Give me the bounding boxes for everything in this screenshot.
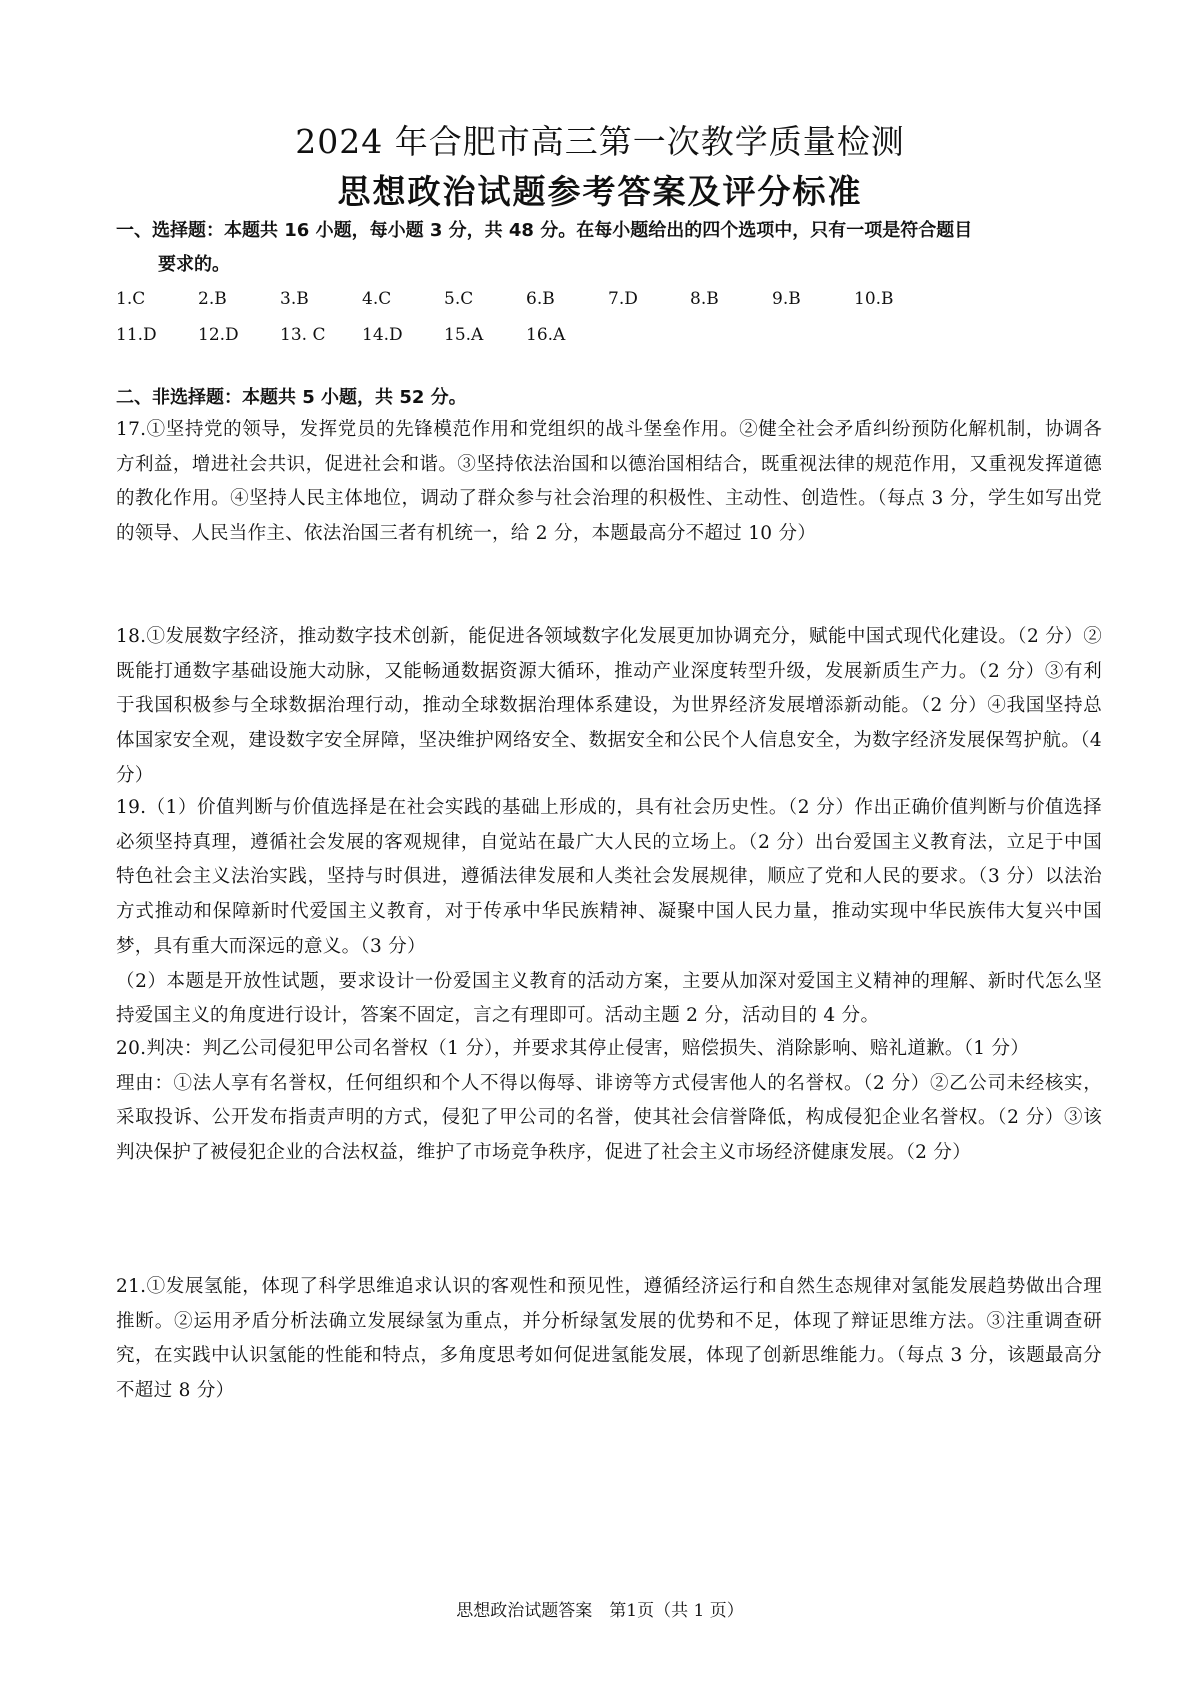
answer-item: 12.D [198, 325, 239, 345]
question-20-reason: 理由：①法人享有名誉权，任何组织和个人不得以侮辱、诽谤等方式侵害他人的名誉权。（2 分）②乙公司未经核实，采取投诉、公开发布指责声明的方式，侵犯了甲公司的名誉，使其社会信誉降低，构成侵犯企业名誉权。（2 分）③该判决保护了被侵犯企业的合法权益，维护了市场竞争秩序，促进了社会主义市场经济健康发展。（2 分） [116, 1072, 1102, 1164]
question-18-text: 18.①发展数字经济，推动数字技术创新，能促进各领域数字化发展更加协调充分，赋能中国式现代化建设。（2 分）②既能打通数字基础设施大动脉，又能畅通数据资源大循环，推动产业深度转型升级，发展新质生产力。（2 分）③有利于我国积极参与全球数据治理行动，推动全球数据治理体系建设，为世界经济发展增添新动能。（2 分）④我国坚持总体国家安全观，建设数字安全屏障，坚决维护网络安全、数据安全和公民个人信息安全，为数字经济发展保驾护航。（4 分） [116, 626, 1102, 786]
answer-item: 9.B [772, 289, 801, 309]
answers-row-2 [116, 317, 1096, 353]
question-21-text: 21.①发展氢能，体现了科学思维追求认识的客观性和预见性，遵循经济运行和自然生态规律对氢能发展趋势做出合理推断。②运用矛盾分析法确立发展绿氢为重点，并分析绿氢发展的优势和不足，体现了辩证思维方法。③注重调查研究，在实践中认识氢能的性能和特点，多角度思考如何促进氢能发展，体现了创新思维能力。（每点 3 分，该题最高分不超过 8 分） [116, 1276, 1102, 1402]
document-subtitle: 思想政治试题参考答案及评分标准 [337, 172, 863, 211]
answer-item: 1.C [116, 289, 146, 309]
answers-row-1 [116, 281, 1096, 317]
answer-item: 6.B [526, 289, 555, 309]
question-17-text: 17.①坚持党的领导，发挥党员的先锋模范作用和党组织的战斗堡垒作用。②健全社会矛盾纠纷预防化解机制，协调各方利益，增进社会共识，促进社会和谐。③坚持依法治国和以德治国相结合，既重视法律的规范作用，又重视发挥道德的教化作用。④坚持人民主体地位，调动了群众参与社会治理的积极性、主动性、创造性。（每点 3 分，学生如写出党的领导、人民当作主、依法治国三者有机统一，给 2 分，本题最高分不超过 10 分） [116, 419, 1102, 545]
question-19-part1: 19.（1）价值判断与价值选择是在社会实践的基础上形成的，具有社会历史性。（2 分）作出正确价值判断与价值选择必须坚持真理，遵循社会发展的客观规律，自觉站在最广大人民的立场上。（2 分）出台爱国主义教育法，立足于中国特色社会主义法治实践，坚持与时俱进，遵循法律发展和人类社会发展规律，顺应了党和人民的要求。（3 分）以法治方式推动和保障新时代爱国主义教育，对于传承中华民族精神、凝聚中国人民力量，推动实现中华民族伟大复兴中国梦，具有重大而深远的意义。（3 分） [116, 797, 1102, 957]
document-title: 2024 年合肥市高三第一次教学质量检测 [295, 122, 905, 161]
answer-item: 4.C [362, 289, 392, 309]
answer-item: 14.D [362, 325, 403, 345]
question-21-answer [116, 1270, 1102, 1409]
question-19-answer [116, 791, 1102, 1034]
answer-item: 5.C [444, 289, 474, 309]
answer-item: 11.D [116, 325, 157, 345]
question-20-answer [116, 1032, 1102, 1171]
section1-heading-line1: 一、选择题：本题共 16 小题，每小题 3 分，共 48 分。在每小题给出的四个选项中，只有一项是符合题目 [116, 220, 973, 241]
section1-heading [116, 214, 1096, 282]
question-20-ruling: 20.判决：判乙公司侵犯甲公司名誉权（1 分），并要求其停止侵害，赔偿损失、消除影响、赔礼道歉。（1 分） [116, 1038, 1030, 1059]
choice-answers [116, 281, 1096, 353]
answer-item: 16.A [526, 325, 566, 345]
question-18-answer [116, 620, 1102, 794]
question-19-part2: （2）本题是开放性试题，要求设计一份爱国主义教育的活动方案，主要从加深对爱国主义精神的理解、新时代怎么坚持爱国主义的角度进行设计，答案不固定，言之有理即可。活动主题 2 分，活动目的 4 分。 [116, 970, 1102, 1027]
page-footer: 思想政治试题答案 第1页（共 1 页） [456, 1601, 744, 1621]
answer-item: 13. C [280, 325, 326, 345]
answer-item: 15.A [444, 325, 484, 345]
answer-item: 10.B [854, 289, 894, 309]
answer-item: 7.D [608, 289, 638, 309]
section2-heading: 二、非选择题：本题共 5 小题，共 52 分。 [116, 387, 467, 408]
section1-heading-line2: 要求的。 [158, 254, 230, 275]
answer-item: 3.B [280, 289, 309, 309]
question-17-answer [116, 413, 1102, 552]
answer-item: 2.B [198, 289, 227, 309]
answer-item: 8.B [690, 289, 719, 309]
